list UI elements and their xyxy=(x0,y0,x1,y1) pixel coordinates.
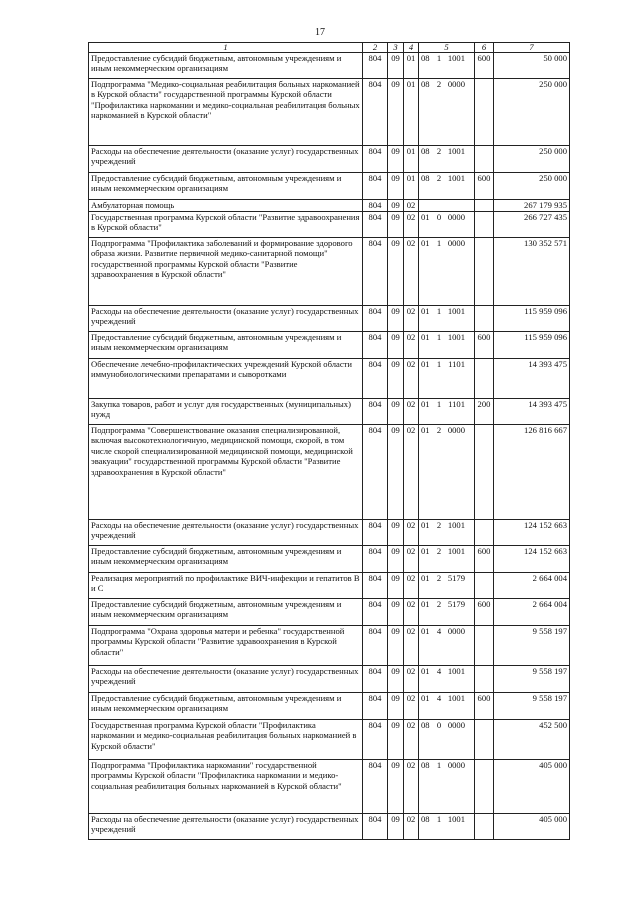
row-vr-code xyxy=(475,200,494,212)
csr-part: 01 xyxy=(421,626,430,636)
row-pr-code: 02 xyxy=(404,425,419,520)
csr-part: 1001 xyxy=(447,173,465,183)
row-name: Подпрограмма "Охрана здоровья матери и ребенка" государственной программы Курской области "Развитие здравоохранения в Курской области" xyxy=(89,626,363,666)
csr-part: 1 xyxy=(436,238,442,248)
row-pr-code: 01 xyxy=(404,79,419,146)
row-csr-code xyxy=(419,693,475,720)
row-pr-code: 02 xyxy=(404,399,419,425)
row-sum: 267 179 935 xyxy=(494,200,570,212)
table-row xyxy=(89,626,570,666)
row-csr-code xyxy=(419,425,475,520)
table-row xyxy=(89,306,570,332)
row-rz-code: 09 xyxy=(388,359,404,399)
csr-part: 2 xyxy=(436,520,442,530)
row-rz-code: 09 xyxy=(388,760,404,814)
csr-part: 08 xyxy=(421,173,430,183)
row-rz-code: 09 xyxy=(388,599,404,626)
row-gr-code: 804 xyxy=(363,53,388,79)
row-gr-code: 804 xyxy=(363,79,388,146)
csr-part: 0 xyxy=(436,212,442,222)
row-sum: 130 352 571 xyxy=(494,238,570,306)
row-gr-code: 804 xyxy=(363,200,388,212)
row-pr-code: 02 xyxy=(404,573,419,599)
column-header: 4 xyxy=(404,43,419,53)
row-pr-code: 02 xyxy=(404,306,419,332)
table-row xyxy=(89,720,570,760)
row-gr-code: 804 xyxy=(363,599,388,626)
row-vr-code xyxy=(475,573,494,599)
csr-part: 01 xyxy=(421,212,430,222)
table-row xyxy=(89,332,570,359)
row-name: Закупка товаров, работ и услуг для государственных (муниципальных) нужд xyxy=(89,399,363,425)
row-sum: 250 000 xyxy=(494,79,570,146)
row-gr-code: 804 xyxy=(363,212,388,238)
row-pr-code: 02 xyxy=(404,546,419,573)
csr-part: 1 xyxy=(436,306,442,316)
row-rz-code: 09 xyxy=(388,212,404,238)
row-name: Расходы на обеспечение деятельности (оказание услуг) государственных учреждений xyxy=(89,520,363,546)
row-vr-code: 600 xyxy=(475,546,494,573)
csr-part: 2 xyxy=(436,573,442,583)
row-gr-code: 804 xyxy=(363,626,388,666)
csr-part: 1 xyxy=(436,399,442,409)
row-csr-code xyxy=(419,200,475,212)
csr-part: 0000 xyxy=(447,626,465,636)
row-gr-code: 804 xyxy=(363,760,388,814)
row-sum: 250 000 xyxy=(494,146,570,173)
row-name: Реализация мероприятий по профилактике ВИЧ-инфекции и гепатитов В и С xyxy=(89,573,363,599)
table-row xyxy=(89,79,570,146)
row-pr-code: 01 xyxy=(404,53,419,79)
row-gr-code: 804 xyxy=(363,173,388,200)
table-row xyxy=(89,359,570,399)
column-header: 5 xyxy=(419,43,475,53)
csr-part: 2 xyxy=(436,173,442,183)
row-name: Государственная программа Курской области "Развитие здравоохранения в Курской области" xyxy=(89,212,363,238)
table-row xyxy=(89,760,570,814)
row-pr-code: 02 xyxy=(404,238,419,306)
row-sum: 50 000 xyxy=(494,53,570,79)
row-vr-code: 600 xyxy=(475,53,494,79)
budget-table xyxy=(88,42,570,840)
row-pr-code: 02 xyxy=(404,760,419,814)
row-pr-code: 02 xyxy=(404,599,419,626)
row-vr-code xyxy=(475,626,494,666)
row-gr-code: 804 xyxy=(363,399,388,425)
row-gr-code: 804 xyxy=(363,720,388,760)
row-rz-code: 09 xyxy=(388,666,404,693)
row-name: Предоставление субсидий бюджетным, автономным учреждениям и иным некоммерческим организациям xyxy=(89,599,363,626)
table-row xyxy=(89,200,570,212)
csr-part: 1001 xyxy=(447,546,465,556)
row-vr-code: 600 xyxy=(475,173,494,200)
row-csr-code xyxy=(419,399,475,425)
row-sum: 250 000 xyxy=(494,173,570,200)
row-rz-code: 09 xyxy=(388,693,404,720)
row-rz-code: 09 xyxy=(388,332,404,359)
csr-part: 01 xyxy=(421,306,430,316)
row-csr-code xyxy=(419,520,475,546)
row-csr-code xyxy=(419,238,475,306)
row-name: Подпрограмма "Медико-социальная реабилитация больных наркоманией в Курской области" государственной программы Курской области "Профилактика наркомании и медико-социальная реабилитация больных наркоманией в Курской области" xyxy=(89,79,363,146)
csr-part: 0000 xyxy=(447,760,465,770)
csr-part: 1001 xyxy=(447,53,465,63)
row-name: Предоставление субсидий бюджетным, автономным учреждениям и иным некоммерческим организациям xyxy=(89,546,363,573)
row-csr-code xyxy=(419,212,475,238)
row-vr-code xyxy=(475,814,494,840)
csr-part: 4 xyxy=(436,666,442,676)
row-name: Подпрограмма "Профилактика заболеваний и формирование здорового образа жизни. Развитие первичной медико-санитарной помощи" государственной программы Курской области "Развитие здравоохранения в Курской области" xyxy=(89,238,363,306)
row-sum: 115 959 096 xyxy=(494,332,570,359)
table-row xyxy=(89,53,570,79)
row-vr-code: 200 xyxy=(475,399,494,425)
row-csr-code xyxy=(419,359,475,399)
csr-part: 1001 xyxy=(447,306,465,316)
csr-part: 5179 xyxy=(447,573,465,583)
row-vr-code xyxy=(475,359,494,399)
row-vr-code xyxy=(475,306,494,332)
row-pr-code: 02 xyxy=(404,814,419,840)
row-sum: 14 393 475 xyxy=(494,399,570,425)
row-pr-code: 02 xyxy=(404,693,419,720)
csr-part: 01 xyxy=(421,599,430,609)
csr-part: 0000 xyxy=(447,79,465,89)
row-csr-code xyxy=(419,146,475,173)
column-header: 1 xyxy=(89,43,363,53)
row-csr-code xyxy=(419,760,475,814)
csr-part: 01 xyxy=(421,573,430,583)
row-name: Расходы на обеспечение деятельности (оказание услуг) государственных учреждений xyxy=(89,306,363,332)
row-pr-code: 02 xyxy=(404,666,419,693)
csr-part: 08 xyxy=(421,760,430,770)
csr-part: 2 xyxy=(436,79,442,89)
row-rz-code: 09 xyxy=(388,573,404,599)
row-rz-code: 09 xyxy=(388,146,404,173)
csr-part: 01 xyxy=(421,520,430,530)
csr-part: 4 xyxy=(436,626,442,636)
row-name: Обеспечение лечебно-профилактических учреждений Курской области иммунобиологическими препаратами и сыворотками xyxy=(89,359,363,399)
row-vr-code xyxy=(475,760,494,814)
row-gr-code: 804 xyxy=(363,238,388,306)
csr-part: 1001 xyxy=(447,693,465,703)
csr-part: 1001 xyxy=(447,520,465,530)
row-pr-code: 02 xyxy=(404,332,419,359)
row-rz-code: 09 xyxy=(388,626,404,666)
csr-part: 01 xyxy=(421,359,430,369)
row-gr-code: 804 xyxy=(363,546,388,573)
row-vr-code xyxy=(475,425,494,520)
page-number: 17 xyxy=(315,27,325,38)
csr-part: 08 xyxy=(421,53,430,63)
table-row xyxy=(89,814,570,840)
csr-part: 01 xyxy=(421,332,430,342)
row-gr-code: 804 xyxy=(363,573,388,599)
row-csr-code xyxy=(419,599,475,626)
row-gr-code: 804 xyxy=(363,306,388,332)
row-name: Предоставление субсидий бюджетным, автономным учреждениям и иным некоммерческим организациям xyxy=(89,173,363,200)
row-name: Расходы на обеспечение деятельности (оказание услуг) государственных учреждений xyxy=(89,146,363,173)
column-header: 3 xyxy=(388,43,404,53)
row-name: Расходы на обеспечение деятельности (оказание услуг) государственных учреждений xyxy=(89,814,363,840)
row-sum: 2 664 004 xyxy=(494,599,570,626)
csr-part: 1 xyxy=(436,814,442,824)
row-vr-code xyxy=(475,238,494,306)
column-header: 2 xyxy=(363,43,388,53)
row-csr-code xyxy=(419,814,475,840)
row-sum: 14 393 475 xyxy=(494,359,570,399)
table-row xyxy=(89,693,570,720)
csr-part: 1101 xyxy=(448,359,465,369)
csr-part: 08 xyxy=(421,79,430,89)
row-sum: 266 727 435 xyxy=(494,212,570,238)
csr-part: 1 xyxy=(436,760,442,770)
row-rz-code: 09 xyxy=(388,546,404,573)
row-pr-code: 02 xyxy=(404,720,419,760)
row-rz-code: 09 xyxy=(388,238,404,306)
row-rz-code: 09 xyxy=(388,173,404,200)
row-csr-code xyxy=(419,306,475,332)
csr-part: 08 xyxy=(421,814,430,824)
table-row xyxy=(89,212,570,238)
row-vr-code: 600 xyxy=(475,693,494,720)
row-sum: 115 959 096 xyxy=(494,306,570,332)
csr-part: 0000 xyxy=(447,425,465,435)
row-sum: 126 816 667 xyxy=(494,425,570,520)
csr-part: 1 xyxy=(436,359,442,369)
row-gr-code: 804 xyxy=(363,666,388,693)
table-row xyxy=(89,599,570,626)
row-name: Подпрограмма "Совершенствование оказания специализированной, включая высокотехнологичную, медицинской помощи, скорой, в том числе скорой специализированной медицинской помощи, медицинской эвакуации" государственной программы Курской области "Развитие здравоохранения в Курской области" xyxy=(89,425,363,520)
table-row xyxy=(89,666,570,693)
csr-part: 1001 xyxy=(447,666,465,676)
row-sum: 2 664 004 xyxy=(494,573,570,599)
row-rz-code: 09 xyxy=(388,53,404,79)
table-row xyxy=(89,173,570,200)
row-pr-code: 02 xyxy=(404,626,419,666)
csr-part: 2 xyxy=(436,546,442,556)
csr-part: 1001 xyxy=(447,332,465,342)
csr-part: 2 xyxy=(436,425,442,435)
csr-part: 2 xyxy=(436,599,442,609)
column-number-row xyxy=(89,43,570,53)
row-sum: 405 000 xyxy=(494,814,570,840)
table-row xyxy=(89,238,570,306)
row-name: Государственная программа Курской области "Профилактика наркомании и медико-социальная реабилитация больных наркоманией в Курской области" xyxy=(89,720,363,760)
table-row xyxy=(89,425,570,520)
row-vr-code xyxy=(475,720,494,760)
csr-part: 01 xyxy=(421,399,430,409)
csr-part: 01 xyxy=(421,238,430,248)
csr-part: 4 xyxy=(436,693,442,703)
row-name: Амбулаторная помощь xyxy=(89,200,363,212)
row-name: Предоставление субсидий бюджетным, автономным учреждениям и иным некоммерческим организациям xyxy=(89,693,363,720)
table-row xyxy=(89,546,570,573)
row-pr-code: 01 xyxy=(404,146,419,173)
row-name: Предоставление субсидий бюджетным, автономным учреждениям и иным некоммерческим организациям xyxy=(89,53,363,79)
row-name: Расходы на обеспечение деятельности (оказание услуг) государственных учреждений xyxy=(89,666,363,693)
row-rz-code: 09 xyxy=(388,720,404,760)
row-rz-code: 09 xyxy=(388,425,404,520)
table-row xyxy=(89,573,570,599)
csr-part: 01 xyxy=(421,693,430,703)
csr-part: 08 xyxy=(421,720,430,730)
csr-part: 0000 xyxy=(447,238,465,248)
row-gr-code: 804 xyxy=(363,425,388,520)
row-sum: 9 558 197 xyxy=(494,626,570,666)
row-rz-code: 09 xyxy=(388,814,404,840)
row-pr-code: 02 xyxy=(404,520,419,546)
csr-part: 01 xyxy=(421,425,430,435)
csr-part: 08 xyxy=(421,146,430,156)
row-gr-code: 804 xyxy=(363,520,388,546)
row-rz-code: 09 xyxy=(388,399,404,425)
row-sum: 124 152 663 xyxy=(494,520,570,546)
row-sum: 9 558 197 xyxy=(494,693,570,720)
row-rz-code: 09 xyxy=(388,520,404,546)
csr-part: 1 xyxy=(436,53,442,63)
csr-part: 1001 xyxy=(447,146,465,156)
row-csr-code xyxy=(419,626,475,666)
row-gr-code: 804 xyxy=(363,693,388,720)
row-vr-code xyxy=(475,212,494,238)
csr-part: 0000 xyxy=(447,212,465,222)
csr-part: 01 xyxy=(421,666,430,676)
csr-part: 0000 xyxy=(447,720,465,730)
row-sum: 124 152 663 xyxy=(494,546,570,573)
row-pr-code: 02 xyxy=(404,212,419,238)
row-csr-code xyxy=(419,720,475,760)
row-csr-code xyxy=(419,173,475,200)
row-gr-code: 804 xyxy=(363,146,388,173)
csr-part: 1001 xyxy=(447,814,465,824)
row-csr-code xyxy=(419,79,475,146)
row-csr-code xyxy=(419,666,475,693)
row-rz-code: 09 xyxy=(388,200,404,212)
row-pr-code: 02 xyxy=(404,359,419,399)
row-pr-code: 01 xyxy=(404,173,419,200)
csr-part: 1101 xyxy=(448,399,465,409)
table-row xyxy=(89,146,570,173)
csr-part: 5179 xyxy=(447,599,465,609)
row-name: Подпрограмма "Профилактика наркомании" государственной программы Курской области "Профилактика наркомании и медико-социальная реабилитация больных наркоманией в Курской области" xyxy=(89,760,363,814)
row-sum: 405 000 xyxy=(494,760,570,814)
row-gr-code: 804 xyxy=(363,332,388,359)
csr-part: 1 xyxy=(436,332,442,342)
row-vr-code xyxy=(475,666,494,693)
row-pr-code: 02 xyxy=(404,200,419,212)
row-sum: 452 500 xyxy=(494,720,570,760)
row-vr-code: 600 xyxy=(475,332,494,359)
row-csr-code xyxy=(419,573,475,599)
row-csr-code xyxy=(419,546,475,573)
row-rz-code: 09 xyxy=(388,306,404,332)
row-gr-code: 804 xyxy=(363,359,388,399)
table-row xyxy=(89,399,570,425)
table-row xyxy=(89,520,570,546)
column-header: 6 xyxy=(475,43,494,53)
csr-part: 0 xyxy=(436,720,442,730)
row-vr-code xyxy=(475,146,494,173)
row-vr-code: 600 xyxy=(475,599,494,626)
csr-part: 01 xyxy=(421,546,430,556)
row-name: Предоставление субсидий бюджетным, автономным учреждениям и иным некоммерческим организациям xyxy=(89,332,363,359)
row-vr-code xyxy=(475,520,494,546)
row-gr-code: 804 xyxy=(363,814,388,840)
row-sum: 9 558 197 xyxy=(494,666,570,693)
column-header: 7 xyxy=(494,43,570,53)
csr-part: 2 xyxy=(436,146,442,156)
row-vr-code xyxy=(475,79,494,146)
row-csr-code xyxy=(419,332,475,359)
row-csr-code xyxy=(419,53,475,79)
row-rz-code: 09 xyxy=(388,79,404,146)
